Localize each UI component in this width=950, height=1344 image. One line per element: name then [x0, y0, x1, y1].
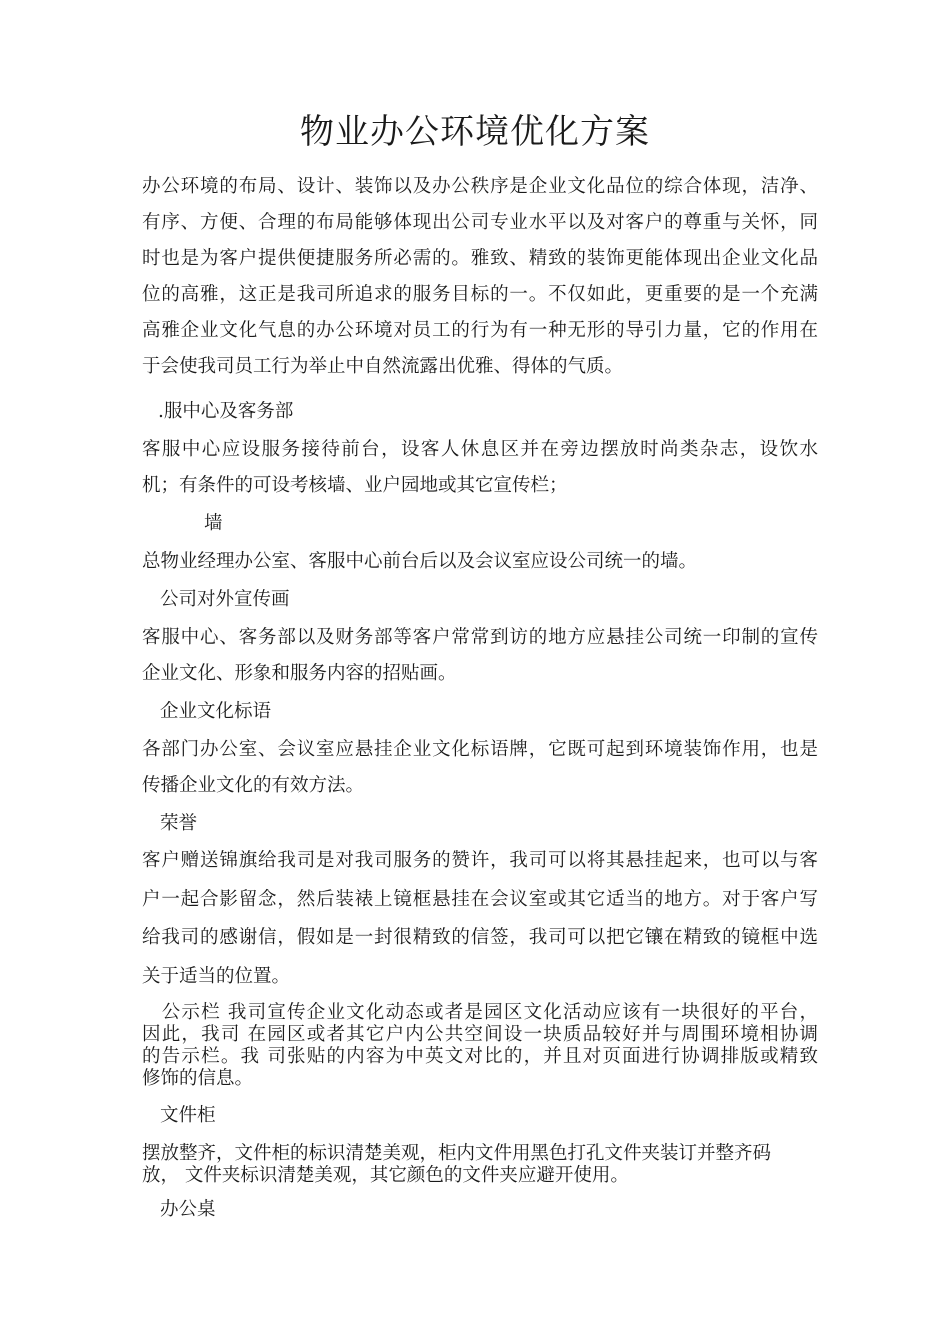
- paragraph-line: 客服中心、客务部以及财务部等客户常常到访的地方应悬挂公司统一印制的宣传: [142, 627, 818, 648]
- section-paragraph-posters: [142, 620, 818, 692]
- paragraph-line: 户一起合影留念，然后装裱上镜框悬挂在会议室或其它适当的地方。对于客户写: [142, 888, 818, 910]
- paragraph-line: 修饰的信息。: [142, 1068, 254, 1089]
- paragraph-line: 放， 文件夹标识清楚美观，其它颜色的文件夹应避开使用。: [142, 1165, 629, 1186]
- section-heading-posters: 公司对外宣传画: [160, 589, 290, 610]
- section-paragraph-slogans: [142, 732, 818, 804]
- paragraph-line: 有序、方便、合理的布局能够体现出公司专业水平以及对客户的尊重与关怀，同: [142, 212, 818, 233]
- paragraph-line: 关于适当的位置。: [142, 965, 291, 987]
- paragraph-line: 客户赠送锦旗给我司是对我司服务的赞许，我司可以将其悬挂起来，也可以与客: [142, 850, 818, 871]
- page-title: 物业办公环境优化方案: [300, 112, 650, 152]
- paragraph-line: 位的高雅，这正是我司所追求的服务目标的一。不仅如此，更重要的是一个充满: [142, 284, 818, 305]
- paragraph-line: 各部门办公室、会议室应悬挂企业文化标语牌，它既可起到环境装饰作用，也是: [142, 739, 818, 760]
- section-heading-service-center: .服中心及客务部: [158, 401, 294, 422]
- section-heading-wall: 墙: [204, 513, 223, 534]
- paragraph-line: 给我司的感谢信，假如是一封很精致的信签，我司可以把它镶在精致的镜框中选: [142, 927, 818, 948]
- section-heading-honors: 荣誉: [160, 813, 198, 834]
- section-heading-desk: 办公桌: [160, 1199, 216, 1220]
- paragraph-line: 因此，我司 在园区或者其它户内公共空间设一块质品较好并与周围环境相协调: [142, 1024, 818, 1045]
- section-paragraph-file-cabinet: [142, 1143, 818, 1187]
- section-heading-slogans: 企业文化标语: [160, 701, 272, 722]
- section-paragraph-bulletin: [142, 1002, 818, 1090]
- section-paragraph-wall: [142, 544, 818, 580]
- paragraph-line: 的告示栏。我 司张贴的内容为中英文对比的，并且对页面进行协调排版或精致: [142, 1046, 818, 1067]
- paragraph-line: 传播企业文化的有效方法。: [142, 775, 365, 796]
- paragraph-line: 公示栏 我司宣传企业文化动态或者是园区文化活动应该有一块很好的平台，: [142, 1002, 818, 1023]
- paragraph-line: 摆放整齐，文件柜的标识清楚美观，柜内文件用黑色打孔文件夹装订并整齐码: [142, 1143, 772, 1164]
- paragraph-line: 总物业经理办公室、客服中心前台后以及会议室应设公司统一的墙。: [142, 551, 698, 572]
- paragraph-line: 企业文化、形象和服务内容的招贴画。: [142, 663, 457, 684]
- paragraph-line: 于会使我司员工行为举止中自然流露出优雅、得体的气质。: [142, 356, 624, 377]
- section-heading-file-cabinet: 文件柜: [160, 1105, 216, 1126]
- paragraph-line: 办公环境的布局、设计、装饰以及办公秩序是企业文化品位的综合体现，洁净、: [142, 176, 818, 197]
- paragraph-line: 机；有条件的可设考核墙、业户园地或其它宣传栏；: [142, 475, 568, 496]
- paragraph-line: 高雅企业文化气息的办公环境对员工的行为有一种无形的导引力量，它的作用在: [142, 320, 818, 341]
- section-paragraph-service-center: [142, 432, 818, 504]
- section-paragraph-honors: [142, 842, 818, 996]
- paragraph-line: 时也是为客户提供便捷服务所必需的。雅致、精致的装饰更能体现出企业文化品: [142, 248, 818, 269]
- paragraph-line: 客服中心应设服务接待前台，设客人休息区并在旁边摆放时尚类杂志，设饮水: [142, 439, 818, 460]
- intro-paragraph: [142, 169, 818, 385]
